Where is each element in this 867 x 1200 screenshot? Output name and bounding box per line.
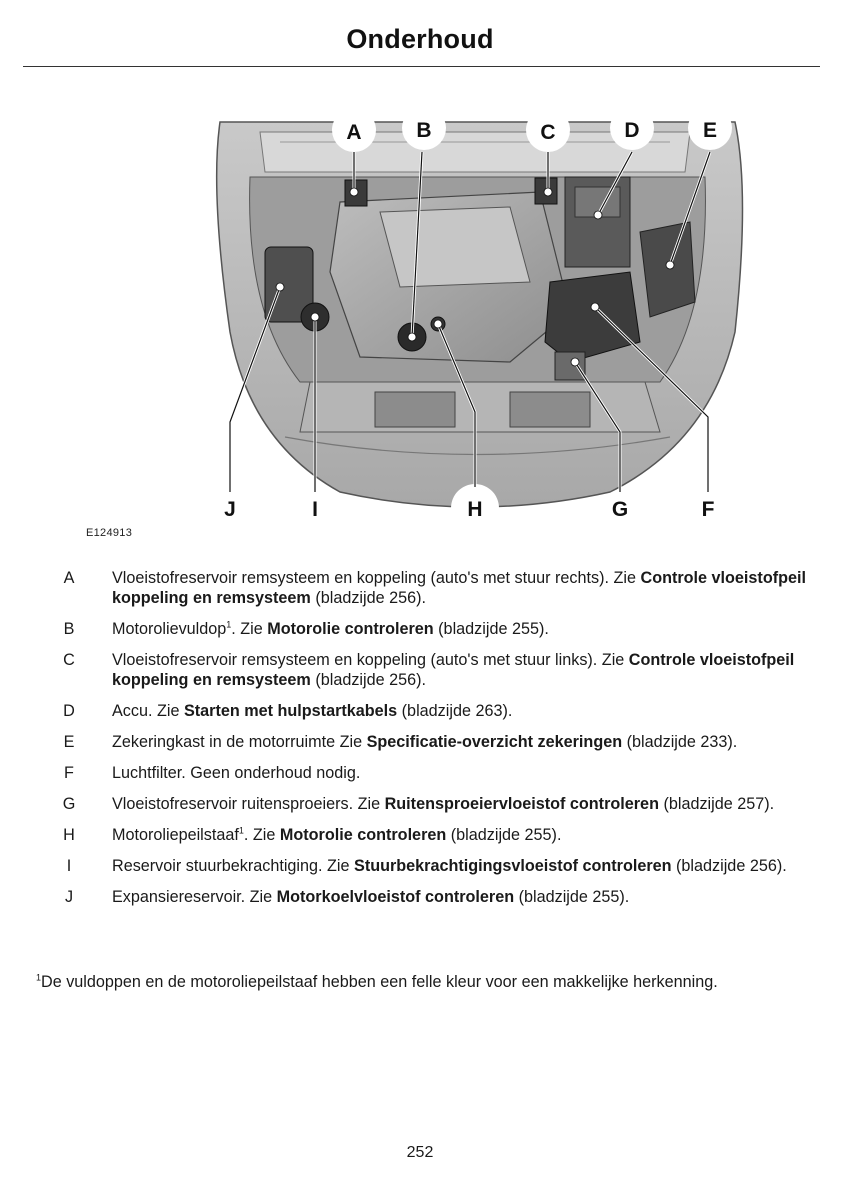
legend-letter: H [63, 826, 75, 844]
legend-text: Motorolievuldop$^1$. Zie Motorolie controleren (bladzijde 255). [112, 619, 549, 638]
cross-reference-link[interactable]: Ruitensproeiervloeistof controleren [384, 795, 659, 813]
footnote-marker: 1 [238, 825, 244, 836]
cross-reference-link[interactable]: Motorkoelvloeistof controleren [276, 888, 515, 906]
legend-text: Vloeistofreservoir remsysteem en koppeling (auto's met stuur rechts). Zie Controle vloeistofpeil koppeling en remsysteem (bladzijde 256). [112, 569, 806, 607]
legend-text: Luchtfilter. Geen onderhoud nodig. [112, 764, 361, 782]
callout-e: E [702, 119, 718, 142]
legend-item [36, 650, 826, 690]
legend-letter: I [66, 857, 72, 875]
legend-text: Vloeistofreservoir remsysteem en koppeling (auto's met stuur links). Zie Controle vloeistofpeil koppeling en remsysteem (bladzijde 256). [112, 651, 795, 689]
legend-text: Vloeistofreservoir ruitensproeiers. Zie Ruitensproeiervloeistof controleren (bladzijde 257). [112, 795, 775, 813]
legend-letter: G [62, 795, 76, 813]
engine-bay-illustration [190, 112, 760, 524]
component-legend [36, 568, 826, 918]
legend-letter: A [63, 569, 75, 587]
page-number: 252 [406, 1144, 434, 1161]
cross-reference-link[interactable]: Controle vloeistofpeil koppeling en remsysteem [112, 569, 806, 607]
cross-reference-link[interactable]: Motorolie controleren [279, 826, 447, 844]
page-title: Onderhoud [346, 24, 494, 54]
figure-code: E124913 [86, 527, 133, 539]
callout-c: C [540, 121, 556, 144]
footnote-marker: 1 [36, 972, 42, 983]
cross-reference-link[interactable]: Starten met hulpstartkabels [183, 702, 398, 720]
callout-b: B [416, 119, 432, 142]
footnote-text: De vuldoppen en de motoroliepeilstaaf hebben een felle kleur voor een makkelijke herkenning. [41, 973, 718, 991]
cross-reference-link[interactable]: Controle vloeistofpeil koppeling en remsysteem [112, 651, 795, 689]
legend-item [36, 568, 826, 608]
legend-letter: C [63, 651, 75, 669]
callout-a: A [346, 121, 362, 144]
callout-f: F [701, 498, 715, 521]
callout-d: D [624, 119, 640, 142]
footnote-marker: 1 [226, 619, 232, 630]
callout-g: G [611, 498, 629, 521]
legend-letter: J [64, 888, 74, 906]
callout-j: J [224, 498, 236, 521]
cross-reference-link[interactable]: Stuurbekrachtigingsvloeistof controleren [354, 857, 672, 875]
callout-h: H [467, 498, 483, 521]
engine-bay-drawing [190, 112, 760, 524]
legend-item [36, 887, 826, 907]
legend-item [36, 825, 826, 845]
legend-letter: B [63, 620, 75, 638]
legend-text: Motoroliepeilstaaf$^1$. Zie Motorolie controleren (bladzijde 255). [112, 825, 562, 844]
cross-reference-link[interactable]: Motorolie controleren [267, 620, 434, 638]
legend-text: Accu. Zie Starten met hulpstartkabels (bladzijde 263). [112, 702, 513, 720]
legend-letter: E [63, 733, 75, 751]
cross-reference-link[interactable]: Specificatie-overzicht zekeringen [366, 733, 623, 751]
legend-item [36, 701, 826, 721]
title-divider [23, 66, 820, 67]
legend-item [36, 732, 826, 752]
footnote [36, 970, 816, 994]
legend-item [36, 856, 826, 876]
legend-item [36, 763, 826, 783]
legend-item [36, 794, 826, 814]
legend-item [36, 619, 826, 639]
legend-text: Expansiereservoir. Zie Motorkoelvloeistof controleren (bladzijde 255). [112, 888, 630, 906]
callout-i: I [312, 498, 318, 521]
legend-text: Zekeringkast in de motorruimte Zie Specificatie-overzicht zekeringen (bladzijde 233). [112, 733, 738, 751]
legend-letter: D [63, 702, 75, 720]
legend-text: Reservoir stuurbekrachtiging. Zie Stuurbekrachtigingsvloeistof controleren (bladzijde 256). [112, 857, 787, 875]
legend-letter: F [64, 764, 74, 782]
